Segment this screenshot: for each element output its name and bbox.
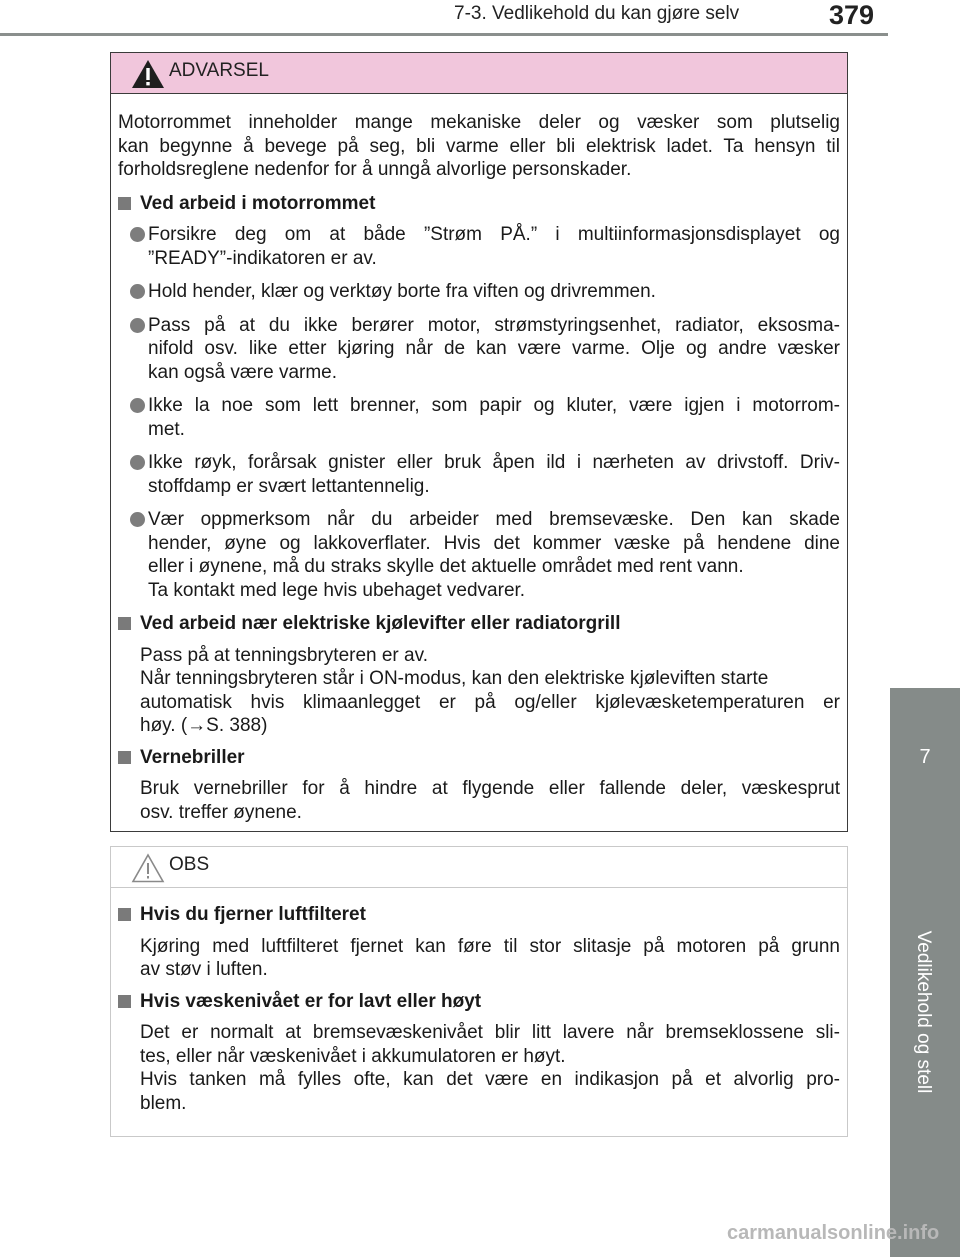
notice-box [110, 846, 848, 1137]
notice-content [118, 903, 840, 1123]
text-line: stoffdamp er svært lettantennelig. [148, 475, 430, 497]
section-body [118, 644, 840, 738]
chapter-label-wrap [883, 930, 934, 1094]
text-line: Ikke la noe som lett brenner, som papir og kluter, være igjen i motorrom- [148, 395, 840, 416]
round-bullet-icon [130, 318, 145, 333]
round-bullet-icon [130, 512, 145, 527]
page-number: 379 [829, 0, 875, 30]
round-bullet-icon [130, 227, 145, 242]
text-line: Motorrommet inneholder mange mekaniske deler og væsker som plutselig [118, 112, 840, 133]
caution-triangle-icon [131, 853, 165, 883]
list-item [118, 508, 840, 602]
warning-title: ADVARSEL [169, 60, 269, 81]
text-line: kan også være varme. [148, 361, 338, 383]
round-bullet-icon [130, 398, 145, 413]
section-body [118, 935, 840, 982]
square-bullet-icon [118, 617, 131, 630]
text-line: eller i øynene, må du straks skylle det aktuelle området med rent vann. [148, 556, 744, 577]
chapter-tab [890, 688, 960, 806]
section-heading: Vernebriller [118, 746, 840, 770]
square-bullet-icon [118, 908, 131, 921]
section-heading: Ved arbeid nær elektriske kjølevifter eller radiatorgrill [118, 612, 840, 636]
text-line: automatisk hvis klimaanlegget er på og/eller kjølevæsketemperaturen er [140, 691, 840, 713]
list-item [118, 314, 840, 385]
square-bullet-icon [118, 751, 131, 764]
section-title: 7-3. Vedlikehold du kan gjøre selv [454, 3, 740, 24]
text-line: Pass på at tenningsbryteren er av. [140, 644, 428, 666]
text-line: høy. (→S. 388) [140, 715, 268, 736]
square-bullet-icon [118, 995, 131, 1008]
text-line: tes, eller når væskenivået i akkumulatoren er høyt. [140, 1045, 566, 1067]
text-line: Kjøring med luftfilteret fjernet kan føre til stor slitasje på motoren på grunn [140, 935, 840, 957]
section-heading: Ved arbeid i motorrommet [118, 192, 840, 216]
list-item [118, 223, 840, 270]
text-line: Forsikre deg om at både ”Strøm PÅ.” i multiinformasjonsdisplayet og [148, 224, 840, 245]
text-line: Når tenningsbryteren står i ON-modus, kan den elektriske kjøleviften starte [140, 668, 769, 689]
round-bullet-icon [130, 284, 145, 299]
warning-triangle-icon [131, 59, 165, 89]
text-line: Det er normalt at bremsevæskenivået blir litt lavere når bremseklossene sli- [140, 1022, 840, 1043]
text-line: ”READY”-indikatoren er av. [148, 247, 377, 269]
text-line: av støv i luften. [140, 959, 268, 980]
watermark: carmanualsonline.info [727, 1222, 940, 1244]
text-line: Hold hender, klær og verktøy borte fra viften og drivremmen. [148, 281, 656, 302]
header-divider [0, 33, 888, 36]
text-line: osv. treffer øynene. [140, 801, 302, 823]
notice-title: OBS [169, 854, 210, 875]
warning-box [110, 52, 848, 832]
side-margin [890, 0, 960, 688]
text-line: Hvis tanken må fylles ofte, kan det være en indikasjon på et alvorlig pro- [140, 1069, 840, 1090]
text-line: Ikke røyk, forårsak gnister eller bruk åpen ild i nærheten av drivstoff. Driv- [148, 452, 840, 473]
section-body [118, 777, 840, 824]
text-line: forholdsreglene nedenfor for å unngå alvorlige personskader. [118, 159, 632, 180]
text-line: nifold osv. like etter kjøring når de kan være varme. Olje og andre væsker [148, 338, 840, 359]
warning-header [111, 53, 847, 94]
text-line: Ta kontakt med lege hvis ubehaget vedvarer. [148, 579, 526, 601]
text-line: hender, øyne og lakkoverflater. Hvis det kommer væske på hendene dine [148, 532, 840, 554]
text-line: Pass på at du ikke berører motor, strømstyringsenhet, radiator, eksosma- [148, 314, 840, 336]
text-line: blem. [140, 1092, 187, 1114]
warning-intro [118, 111, 840, 182]
text-line: met. [148, 418, 185, 440]
section-body [118, 1021, 840, 1115]
list-item [118, 451, 840, 498]
warning-content [118, 111, 840, 832]
chapter-label: Vedlikehold og stell [913, 930, 934, 1094]
text-line: Vær oppmerksom når du arbeider med bremsevæske. Den kan skade [148, 509, 840, 530]
section-heading: Hvis væskenivået er for lavt eller høyt [118, 990, 840, 1014]
text-line: Bruk vernebriller for å hindre at flygende eller fallende deler, væskesprut [140, 778, 840, 799]
chapter-number: 7 [919, 746, 931, 768]
square-bullet-icon [118, 197, 131, 210]
list-item [118, 394, 840, 441]
text-line: kan begynne å bevege på seg, bli varme eller bli elektrisk ladet. Ta hensyn til [118, 135, 840, 157]
list-item [118, 280, 840, 304]
notice-header [111, 847, 847, 888]
round-bullet-icon [130, 455, 145, 470]
section-heading: Hvis du fjerner luftfilteret [118, 903, 840, 927]
